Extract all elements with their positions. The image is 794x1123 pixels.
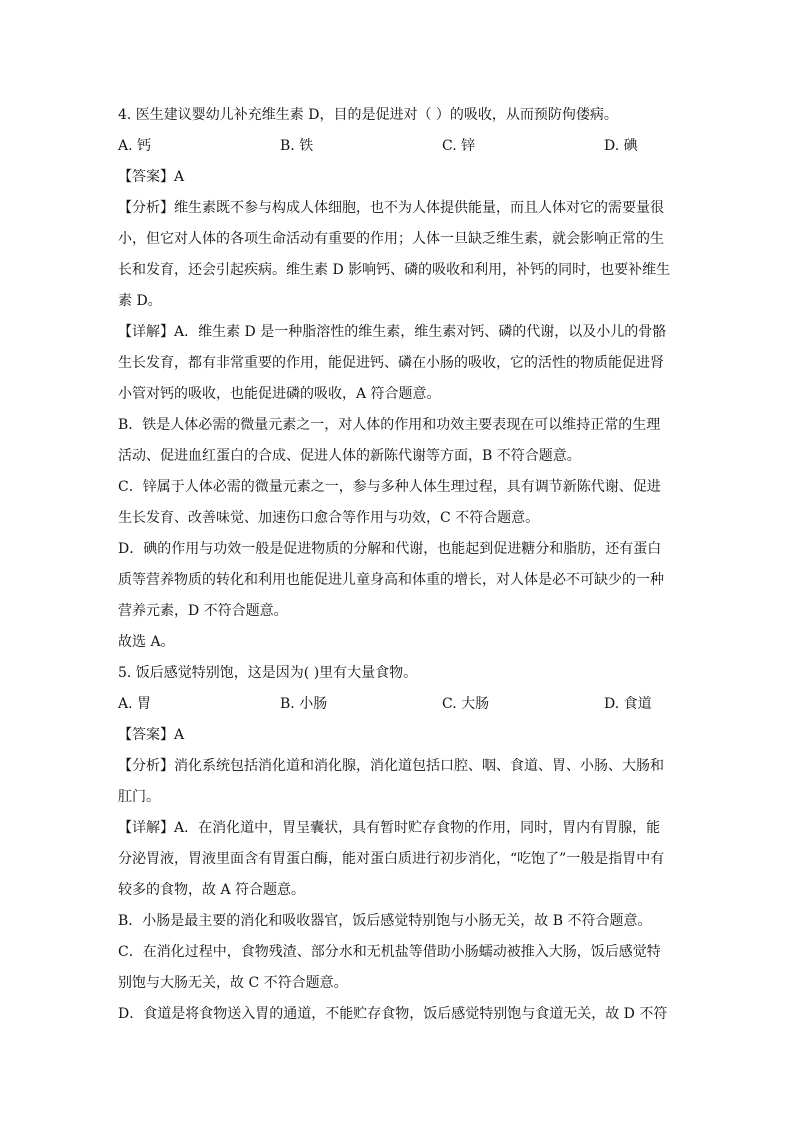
detail-line: 小管对钙的吸收，也能促进磷的吸收，A 符合题意。	[118, 386, 441, 402]
option-d: D. 食道	[604, 696, 652, 712]
option-b: B. 铁	[280, 138, 314, 154]
question-5-answer: 【答案】A	[118, 727, 185, 743]
analysis-line: 肛门。	[118, 789, 160, 805]
analysis-line: 素 D。	[118, 293, 162, 309]
analysis-line: 小，但它对人体的各项生命活动有重要的作用；人体一旦缺乏维生素，就会影响正常的生	[118, 231, 664, 247]
document-page	[118, 100, 678, 1030]
detail-line: C．锌属于人体必需的微量元素之一，参与多种人体生理过程，具有调节新陈代谢、促进	[118, 479, 661, 495]
detail-line: 较多的食物，故 A 符合题意。	[118, 882, 306, 898]
detail-line: B．铁是人体必需的微量元素之一，对人体的作用和功效主要表现在可以维持正常的生理	[118, 417, 661, 433]
detail-line: 别饱与大肠无关，故 C 不符合题意。	[118, 975, 348, 991]
detail-line: D．碘的作用与功效一般是促进物质的分解和代谢，也能起到促进糖分和脂肪，还有蛋白	[118, 541, 662, 557]
analysis-line: 【分析】维生素既不参与构成人体细胞，也不为人体提供能量，而且人体对它的需要量很	[118, 200, 664, 216]
option-a: A. 钙	[118, 138, 152, 154]
question-5-options	[118, 689, 678, 720]
analysis-line: 长和发育，还会引起疾病。维生素 D 影响钙、磷的吸收和利用，补钙的同时，也要补维生	[118, 262, 671, 278]
detail-line: 【详解】A．维生素 D 是一种脂溶性的维生素，维生素对钙、磷的代谢，以及小儿的骨骼	[118, 324, 667, 340]
option-d: D. 碘	[604, 138, 638, 154]
analysis-line: 【分析】消化系统包括消化道和消化腺，消化道包括口腔、咽、食道、胃、小肠、大肠和	[118, 758, 664, 774]
detail-line: B．小肠是最主要的消化和吸收器官，饭后感觉特别饱与小肠无关，故 B 不符合题意。	[118, 913, 652, 929]
detail-line: D．食道是将食物送入胃的通道，不能贮存食物，饭后感觉特别饱与食道无关，故 D 不符	[118, 1006, 668, 1022]
option-a: A. 胃	[118, 696, 152, 712]
detail-line: 生长发育，都有非常重要的作用，能促进钙、磷在小肠的吸收，它的活性的物质能促进肾	[118, 355, 664, 371]
question-5-stem: 5. 饭后感觉特别饱，这是因为( )里有大量食物。	[118, 665, 418, 681]
detail-line: 分泌胃液，胃液里面含有胃蛋白酶，能对蛋白质进行初步消化，“吃饱了”一般是指胃中有	[118, 851, 665, 867]
option-c: C. 大肠	[442, 696, 490, 712]
detail-line: 质等营养物质的转化和利用也能促进儿童身高和体重的增长，对人体是必不可缺少的一种	[118, 572, 664, 588]
detail-line: 生长发育、改善味觉、加速伤口愈合等作用与功效，C 不符合题意。	[118, 510, 540, 526]
conclusion-line: 故选 A。	[118, 634, 175, 650]
detail-line: 营养元素，D 不符合题意。	[118, 603, 288, 619]
question-4-answer: 【答案】A	[118, 169, 185, 185]
question-4-options	[118, 131, 678, 162]
option-c: C. 锌	[442, 138, 476, 154]
question-4-stem: 4. 医生建议婴幼儿补充维生素 D，目的是促进对（ ）的吸收，从而预防佝偻病。	[118, 107, 618, 123]
detail-line: 【详解】A．在消化道中，胃呈囊状，具有暂时贮存食物的作用，同时，胃内有胃腺，能	[118, 820, 661, 836]
detail-line: C．在消化过程中，食物残渣、部分水和无机盐等借助小肠蠕动被推入大肠，饭后感觉特	[118, 944, 661, 960]
detail-line: 活动、促进血红蛋白的合成、促进人体的新陈代谢等方面，B 不符合题意。	[118, 448, 581, 464]
option-b: B. 小肠	[280, 696, 328, 712]
